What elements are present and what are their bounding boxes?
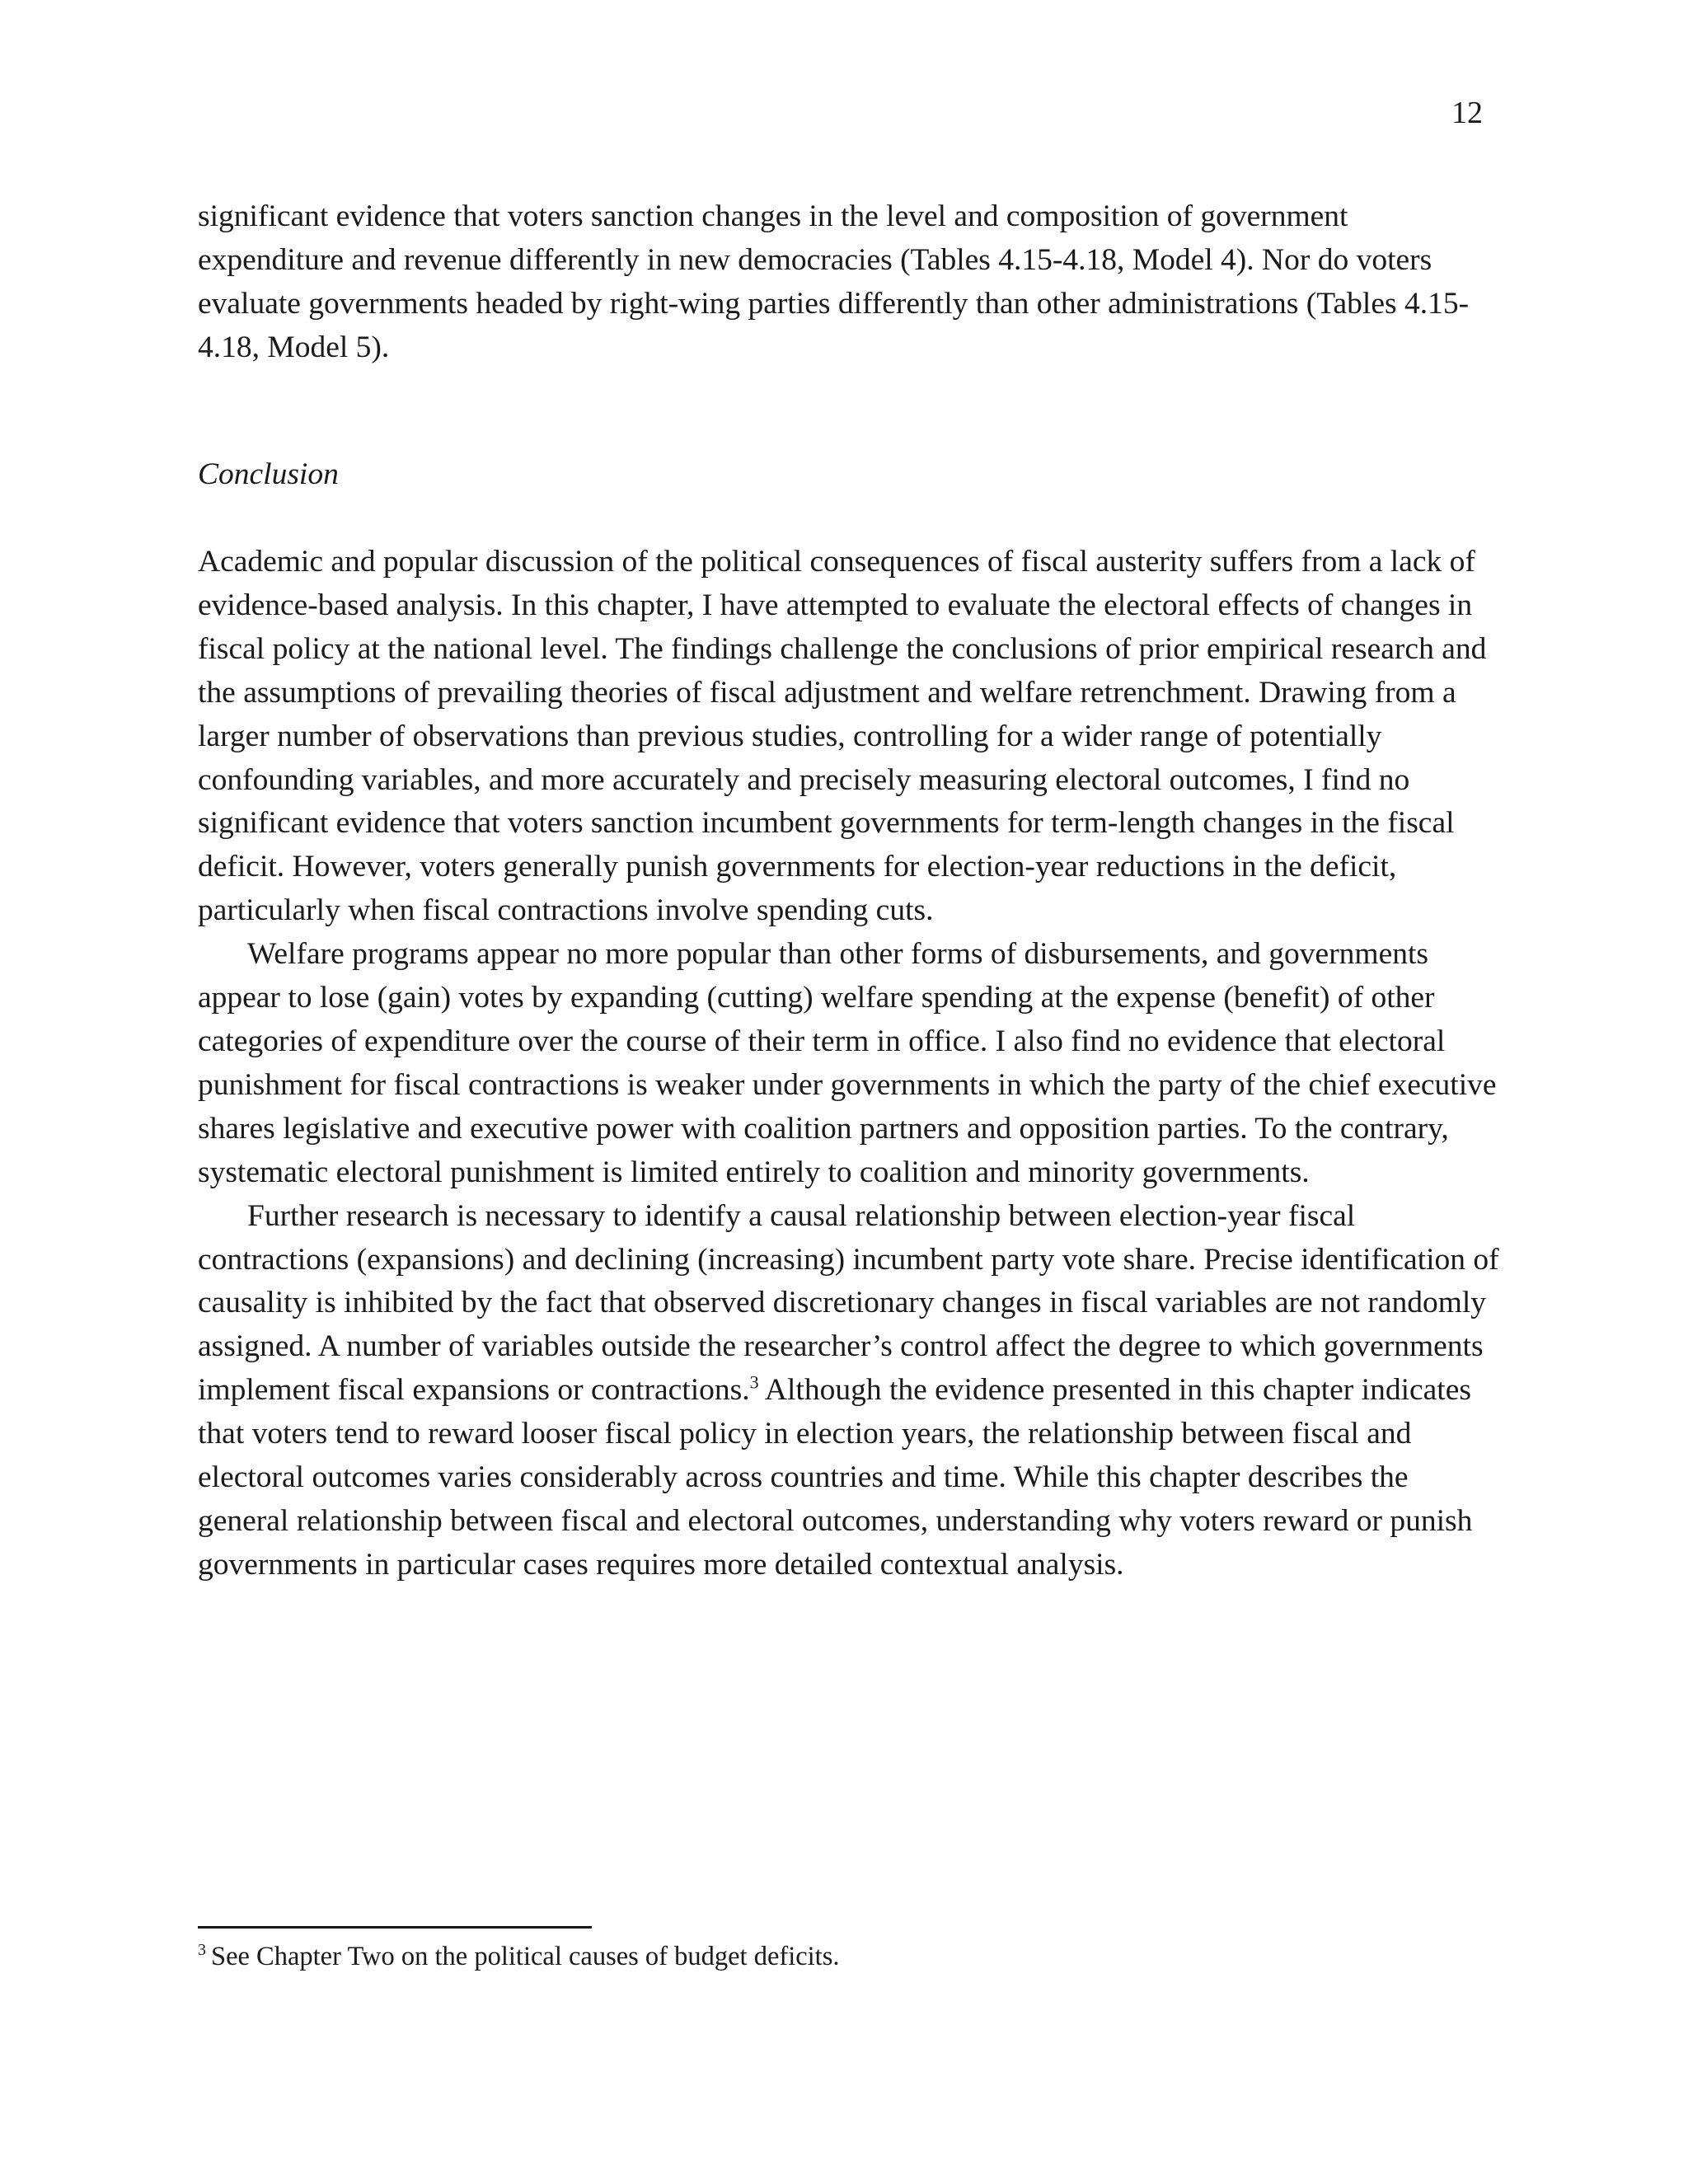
conclusion-body	[198, 541, 1500, 1587]
conclusion-paragraph-1: Academic and popular discussion of the political consequences of fiscal austerity suffers from a lack of evidence-based analysis. In this chapter, I have attempted to evaluate the electoral effects of changes in fiscal policy at the national level. The findings challenge the conclusions of prior empirical research and the assumptions of prevailing theories of fiscal adjustment and welfare retrenchment. Drawing from a larger number of observations than previous studies, controlling for a wider range of potentially confounding variables, and more accurately and precisely measuring electoral outcomes, I find no significant evidence that voters sanction incumbent governments for term-length changes in the fiscal deficit. However, voters generally punish governments for election-year reductions in the deficit, particularly when fiscal contractions involve spending cuts.	[198, 545, 1487, 928]
opening-paragraph-block	[198, 195, 1500, 370]
footnote-reference-marker[interactable]: 3	[749, 1371, 759, 1393]
conclusion-paragraph-2: Welfare programs appear no more popular than other forms of disbursements, and governments appear to lose (gain) votes by expanding (cutting) welfare spending at the expense (benefit) of other categories of expenditure over the course of their term in office. I also find no evidence that electoral punishment for fiscal contractions is weaker under governments in which the party of the chief executive shares legislative and executive power with coalition partners and opposition parties. To the contrary, systematic electoral punishment is limited entirely to coalition and minority governments.	[198, 937, 1497, 1189]
paragraph-3-text-after-note: Although the evidence presented in this chapter indicates that voters tend to reward looser fiscal policy in election years, the relationship between fiscal and electoral outcomes varies considerably across countries and time. While this chapter describes the general relationship between fiscal and electoral outcomes, understanding why voters reward or punish governments in particular cases requires more detailed contextual analysis.	[198, 1373, 1473, 1582]
footnote-marker: 3	[198, 1941, 206, 1960]
footnote-text: See Chapter Two on the political causes of budget deficits.	[211, 1942, 840, 1971]
page-number: 12	[1451, 96, 1483, 130]
footnote	[198, 1938, 1500, 1975]
section-heading: Conclusion	[198, 457, 339, 491]
conclusion-paragraph-3	[198, 1195, 1500, 1587]
opening-paragraph: significant evidence that voters sanction changes in the level and composition of government expenditure and revenue differently in new democracies (Tables 4.15-4.18, Model 4). Nor do voters evaluate governments headed by right-wing parties differently than other administrations (Tables 4.15-4.18, Model 5).	[198, 199, 1470, 364]
paragraph-3-text-before-note: Further research is necessary to identify a causal relationship between election-year fiscal contractions (expansions) and declining (increasing) incumbent party vote share. Precise identification of causality is inhibited by the fact that observed discretionary changes in fiscal variables are not randomly assigned. A number of variables outside the researcher’s control affect the degree to which governments implement fiscal expansions or contractions.	[198, 1198, 1499, 1408]
footnote-separator-rule	[198, 1926, 592, 1929]
